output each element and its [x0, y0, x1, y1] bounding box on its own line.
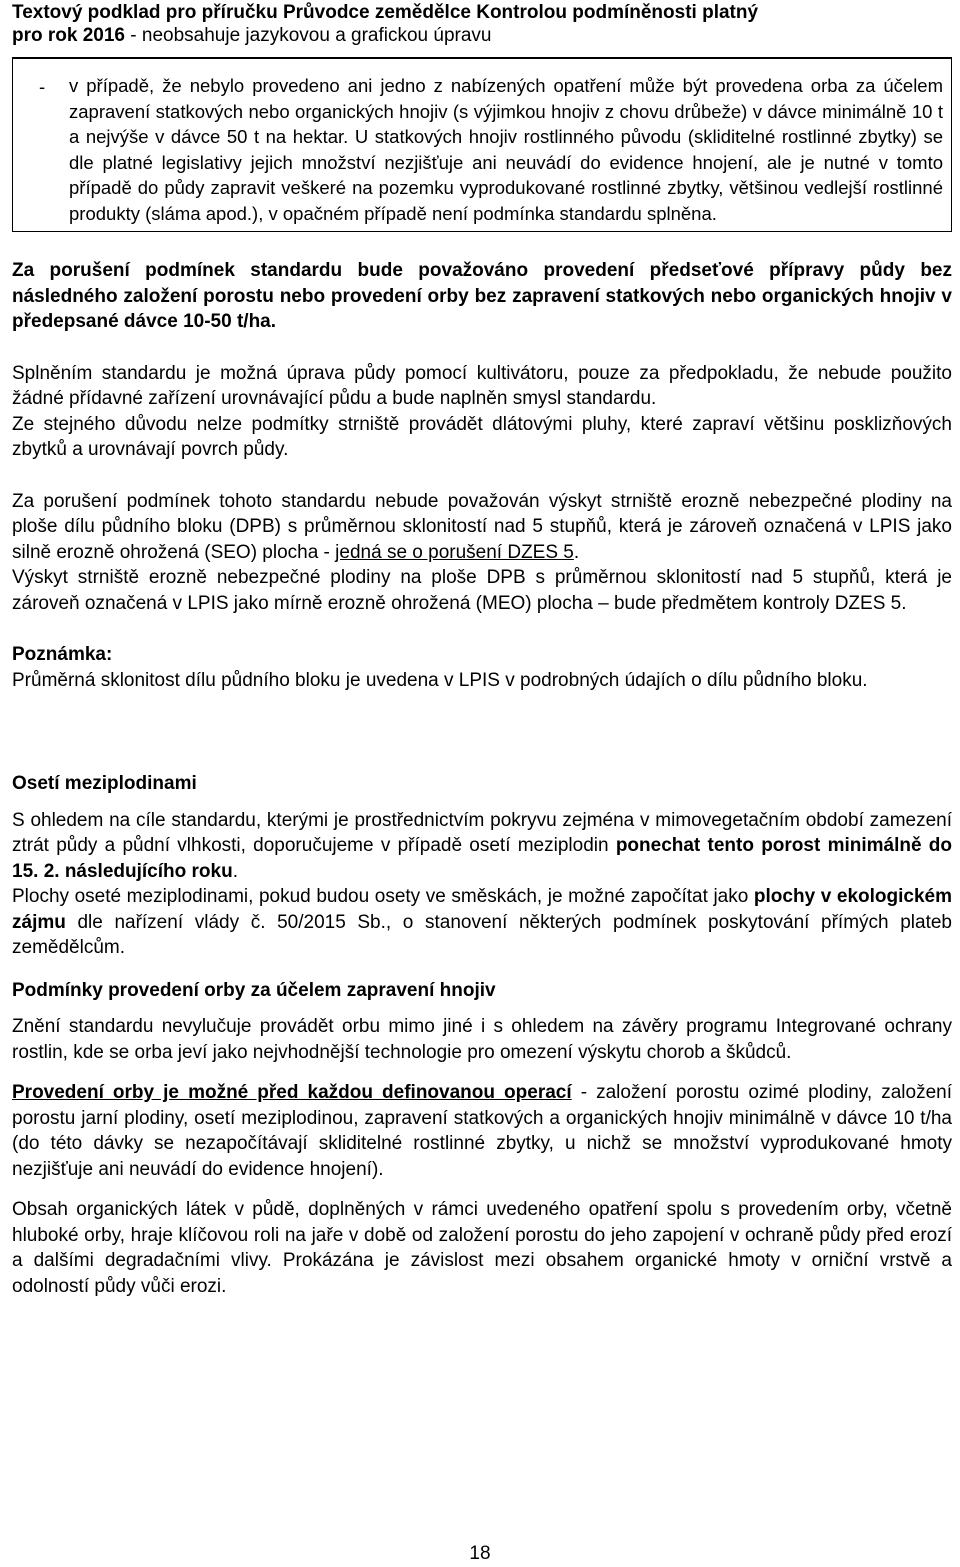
erosion-meo-paragraph: Výskyt strniště erozně nebezpečné plodiny na ploše DPB s průměrnou sklonitostí nad 5 stupňů, která je zároveň označená v LPIS jako mírně erozně ohrožená (MEO) plocha – bude předmětem kontroly DZES 5.: [12, 567, 952, 614]
note-text: Průměrná sklonitost dílu půdního bloku je uvedena v LPIS v podrobných údajích o dílu půdního bloku.: [12, 669, 868, 691]
bullet-dash: -: [39, 76, 46, 97]
note-title: Poznámka:: [12, 644, 113, 665]
header-line-2: pro rok 2016 - neobsahuje jazykovou a grafickou úpravu: [12, 25, 492, 46]
dzes-violation-text: jedná se o porušení DZES 5: [335, 541, 574, 563]
organic-matter-paragraph: Obsah organických látek v půdě, doplněných v rámci uvedeného opatření spolu s provedením orby, včetně hluboké orby, hraje klíčovou roli na jaře v době od založení porostu do jeho zapojení v ochraně půdy před erozí a dalšími degradačními vlivy. Prokázána je závislost mezi obsahem organické hmoty v orniční vrstvě a odolností půdy vůči erozi.: [12, 1199, 952, 1297]
section-title-ploughing: Podmínky provedení orby za účelem zapravení hnojiv: [12, 979, 496, 1001]
stubble-paragraph: Ze stejného důvodu nelze podmítky strniště provádět dlátovými pluhy, které zapraví většinu posklizňových zbytků a urovnávají povrch půdy.: [12, 413, 952, 460]
cover-crops-paragraph-2: Plochy oseté meziplodinami, pokud budou osety ve směskách, je možné započítat jako plochy v ekologickém zájmu dle nařízení vlády č. 50/2015 Sb., o stanovení některých podmínek poskytování přímých plateb zemědělcům.: [12, 886, 952, 958]
page-number: 18: [469, 1543, 491, 1564]
ploughing-emphasis: Provedení orby je možné před každou definovanou operací: [12, 1082, 572, 1103]
ploughing-paragraph-1: Znění standardu nevylučuje provádět orbu mimo jiné i s ohledem na závěry programu Integrované ochrany rostlin, kde se orba jeví jako nejvhodnější technologie pro omezení výskytu chorob a škůdců.: [12, 1016, 952, 1063]
header-line-1: Textový podklad pro příručku Průvodce zemědělce Kontrolou podmíněnosti platný: [12, 2, 759, 23]
document-header: [12, 1, 952, 47]
section-title-cover-crops: Osetí meziplodinami: [12, 773, 197, 794]
erosion-seo-paragraph: Za porušení podmínek tohoto standardu nebude považován výskyt strniště erozně nebezpečné plodiny na ploše dílu půdního bloku (DPB) s průměrnou sklonitostí nad 5 stupňů, která je zároveň označená v LPIS jako silně erozně ohrožená (SEO) plocha - jedná se o porušení DZES 5.: [12, 490, 952, 563]
violation-paragraph: Za porušení podmínek standardu bude považováno provedení předseťové přípravy půdy bez následného založení porostu nebo provedení orby bez zapravení statkových nebo organických hnojiv v předepsané dávce 10-50 t/ha.: [12, 260, 952, 332]
bordered-condition-box: [12, 57, 952, 232]
box-text: v případě, že nebylo provedeno ani jedno z nabízených opatření může být provedena orba za účelem zapravení statkových nebo organických hnojiv (s výjimkou hnojiv z chovu drůbeže) v dávce minimálně 10 t a nejvýše v dávce 50 t na hektar. U statkových hnojiv rostlinného původu (skliditelné rostlinné zbytky) se dle platné legislativy jejich množství nezjišťuje ani neuvádí do evidence hnojení, ale je nutné v tomto případě do půdy zapravit veškeré na pozemku vyprodukované rostlinné zbytky, většinou vedlejší rostlinné produkty (sláma apod.), v opačném případě není podmínka standardu splněna.: [69, 75, 943, 224]
cover-crops-paragraph-1: S ohledem na cíle standardu, kterými je prostřednictvím pokryvu zejména v mimovegetačním období zamezení ztrát půdy a půdní vlhkosti, doporučujeme v případě osetí meziplodin ponechat tento porost minimálně do 15. 2. následujícího roku.: [12, 809, 952, 882]
ploughing-paragraph-2: Provedení orby je možné před každou definovanou operací - založení porostu ozimé plodiny, založení porostu jarní plodiny, osetí meziplodinou, zapravení statkových a organických hnojiv minimálně v dávce 10 t/ha (do této dávky se nezapočítávají skliditelné rostlinné zbytky, u nichž se množství vyprodukované hmoty nezjišťuje ani neuvádí do evidence hnojení).: [12, 1082, 952, 1180]
cultivator-paragraph: Splněním standardu je možná úprava půdy pomocí kultivátoru, pouze za předpokladu, že nebude použito žádné přídavné zařízení urovnávající půdu a bude naplněn smysl standardu.: [12, 362, 952, 409]
document-page: [12, 0, 952, 1299]
